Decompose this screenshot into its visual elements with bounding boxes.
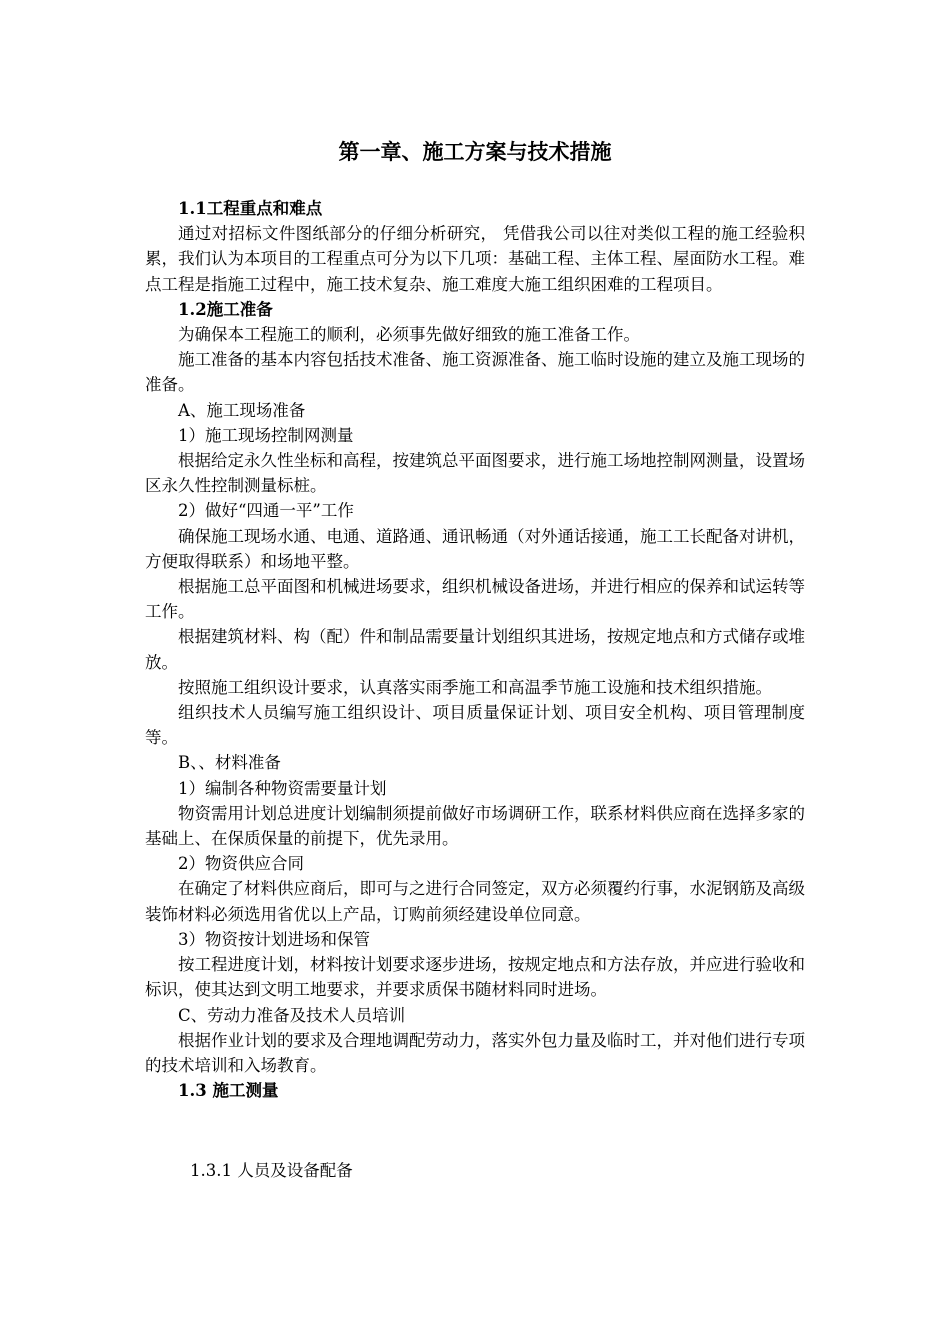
paragraph: 为确保本工程施工的顺利，必须事先做好细致的施工准备工作。 (178, 325, 640, 345)
paragraph: 1）编制各种物资需要量计划 (178, 778, 387, 798)
paragraph: 3）物资按计划进场和保管 (178, 929, 370, 949)
paragraph: 2）做好“四通一平”工作 (178, 501, 354, 521)
paragraph: 根据施工总平面图和机械进场要求，组织机械设备进场，并进行相应的保养和试运转等工作。 (145, 577, 805, 622)
paragraph: 根据作业计划的要求及合理地调配劳动力，落实外包力量及临时工，并对他们进行专项的技术培训和入场教育。 (145, 1030, 805, 1075)
paragraph: 通过对招标文件图纸部分的仔细分析研究， 凭借我公司以往对类似工程的施工经验积累，我们认为本项目的工程重点可分为以下几项：基础工程、主体工程、屋面防水工程。难点工程是指施工过程中，施工技术复杂、施工难度大施工组织困难的工程项目。 (145, 224, 805, 294)
paragraph: 确保施工现场水通、电通、道路通、通讯畅通（对外通话接通，施工工长配备对讲机，方便取得联系）和场地平整。 (145, 526, 805, 571)
subsection-heading: 1.3.1 人员及设备配备 (190, 1161, 353, 1180)
section-heading: 1.1工程重点和难点 (178, 199, 323, 218)
paragraph: 组织技术人员编写施工组织设计、项目质量保证计划、项目安全机构、项目管理制度等。 (145, 703, 805, 748)
paragraph: 1）施工现场控制网测量 (178, 425, 354, 445)
paragraph: 按照施工组织设计要求，认真落实雨季施工和高温季节施工设施和技术组织措施。 (178, 677, 772, 697)
section-heading: 1.3 施工测量 (178, 1081, 279, 1101)
paragraph: A、施工现场准备 (178, 400, 306, 420)
chapter-title: 第一章、施工方案与技术措施 (338, 139, 612, 164)
paragraph: 施工准备的基本内容包括技术准备、施工资源准备、施工临时设施的建立及施工现场的准备。 (145, 350, 805, 395)
paragraph: 2）物资供应合同 (178, 854, 304, 874)
paragraph: 根据给定永久性坐标和高程，按建筑总平面图要求，进行施工场地控制网测量，设置场区永久性控制测量标桩。 (145, 451, 805, 496)
paragraph: C、劳动力准备及技术人员培训 (178, 1005, 406, 1025)
document-body (145, 196, 805, 1103)
paragraph: B、、材料准备 (178, 753, 281, 773)
paragraph: 在确定了材料供应商后，即可与之进行合同签定，双方必须覆约行事，水泥钢筋及高级装饰材料必须选用省优以上产品，订购前须经建设单位同意。 (145, 879, 805, 924)
paragraph: 按工程进度计划，材料按计划要求逐步进场，按规定地点和方法存放，并应进行验收和标识，使其达到文明工地要求，并要求质保书随材料同时进场。 (145, 955, 805, 1000)
paragraph: 根据建筑材料、构（配）件和制品需要量计划组织其进场，按规定地点和方式储存或堆放。 (145, 627, 805, 672)
paragraph: 物资需用计划总进度计划编制须提前做好市场调研工作，联系材料供应商在选择多家的基础上、在保质保量的前提下，优先录用。 (145, 803, 805, 849)
section-heading: 1.2施工准备 (178, 299, 273, 319)
